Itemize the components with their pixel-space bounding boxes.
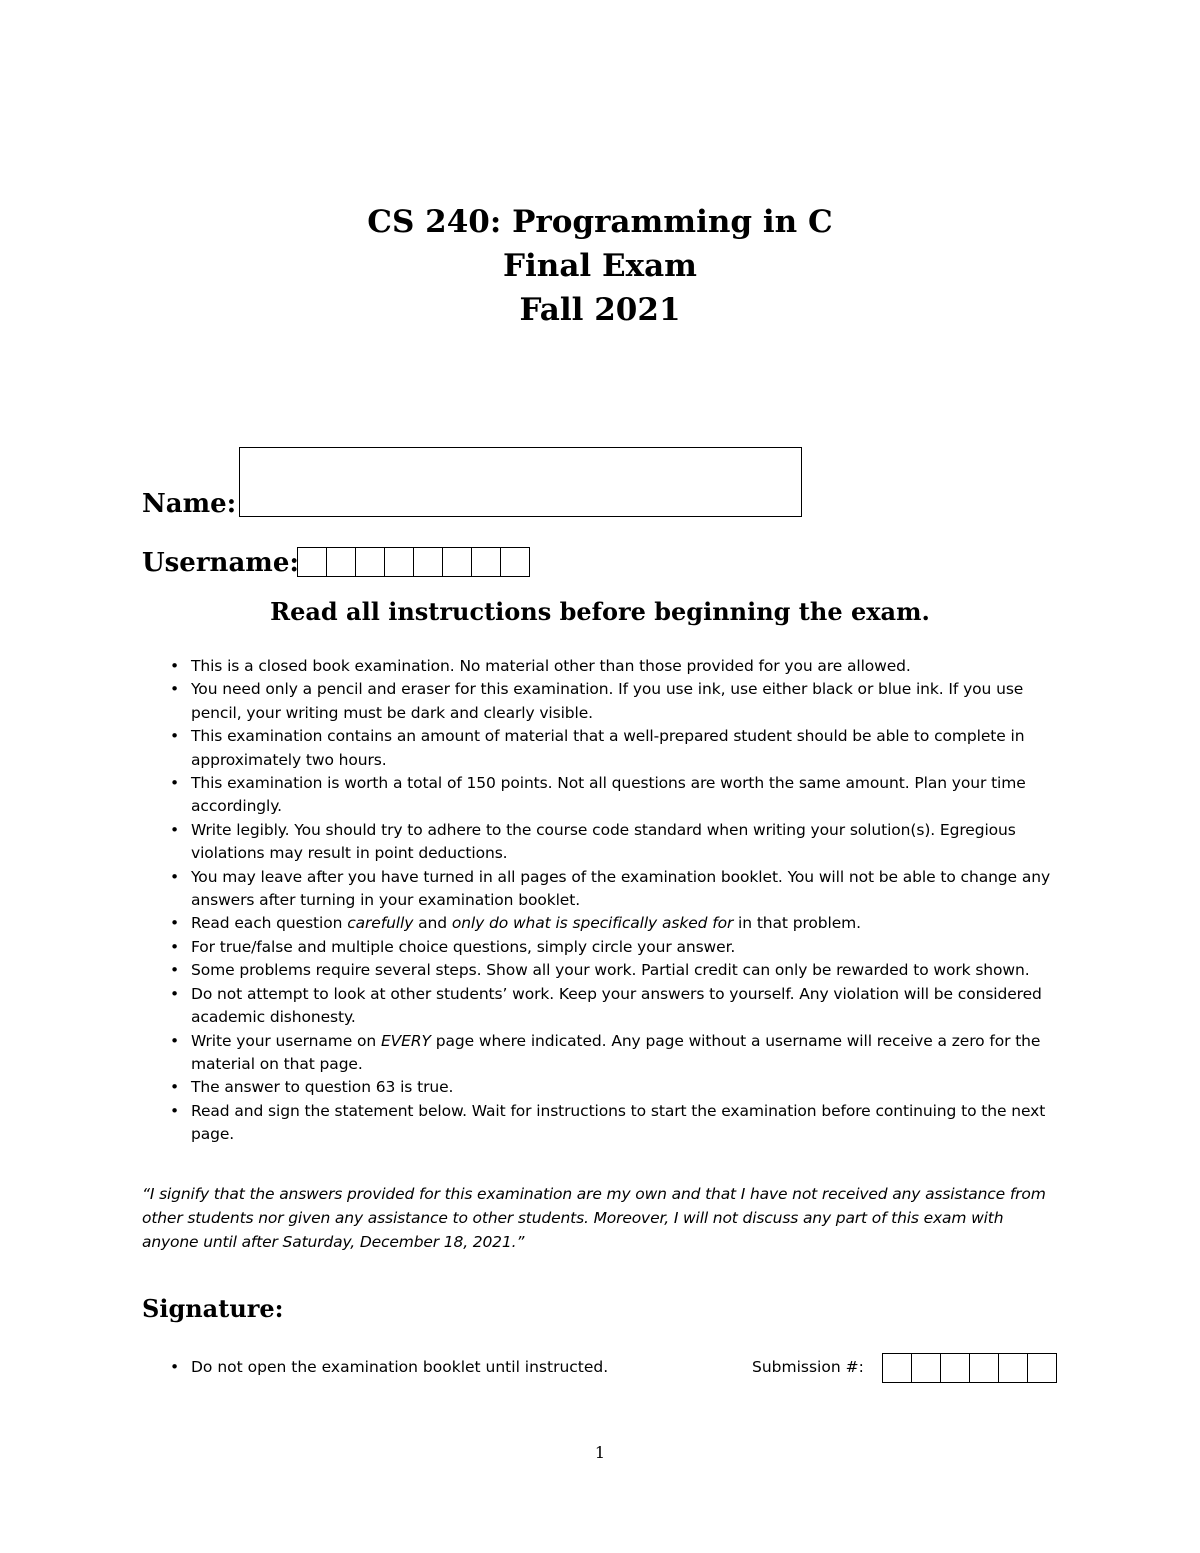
bottom-note-text: Do not open the examination booklet until instructed. — [191, 1358, 609, 1376]
bullet-icon: • — [170, 961, 180, 980]
submission-char-box[interactable] — [912, 1354, 941, 1382]
bullet-icon: • — [170, 1078, 180, 1097]
username-char-box[interactable] — [298, 548, 327, 576]
username-char-box[interactable] — [327, 548, 356, 576]
bullet-icon: • — [170, 867, 180, 886]
instruction-emphasis: EVERY — [380, 1031, 431, 1050]
submission-char-box[interactable] — [883, 1354, 912, 1382]
instruction-text: You need only a pencil and eraser for this examination. If you use ink, use either black or blue ink. If you use pencil, your writing must be dark and clearly visible. — [191, 680, 1024, 722]
instructions-list — [166, 655, 1062, 1147]
instruction-text: Do not attempt to look at other students’ work. Keep your answers to yourself. Any violation will be considered academic dishonesty. — [191, 984, 1042, 1027]
exam-title: Final Exam — [503, 248, 697, 284]
bullet-icon: • — [170, 984, 180, 1003]
instruction-text: This is a closed book examination. No material other than those provided for you are allowed. — [191, 657, 911, 675]
instruction-item — [166, 772, 1062, 819]
bullet-icon: • — [170, 727, 180, 746]
instruction-item — [166, 678, 1062, 725]
username-char-box[interactable] — [385, 548, 414, 576]
instruction-text: Read and sign the statement below. Wait for instructions to start the examination before continuing to the next page. — [191, 1101, 1046, 1144]
exam-title-block — [0, 200, 1200, 332]
instruction-emphasis: carefully — [347, 914, 414, 933]
instruction-item — [166, 1076, 1062, 1099]
bullet-icon: • — [170, 1031, 180, 1050]
submission-char-box[interactable] — [941, 1354, 970, 1382]
submission-char-box[interactable] — [1028, 1354, 1056, 1382]
instruction-item — [166, 983, 1062, 1030]
submission-char-box[interactable] — [999, 1354, 1028, 1382]
instruction-emphasis: only do what is specifically asked for — [451, 914, 734, 933]
instruction-text: Write your username on — [191, 1031, 381, 1050]
submission-char-box[interactable] — [970, 1354, 999, 1382]
username-char-box[interactable] — [356, 548, 385, 576]
submission-field[interactable] — [882, 1353, 1057, 1383]
page-number: 1 — [594, 1443, 606, 1462]
instruction-item — [166, 655, 1062, 678]
submission-label: Submission #: — [752, 1358, 864, 1376]
exam-term: Fall 2021 — [519, 292, 681, 328]
bullet-icon: • — [170, 937, 180, 956]
bullet-icon: • — [170, 657, 180, 675]
instruction-text: Some problems require several steps. Show all your work. Partial credit can only be rewarded to work shown. — [191, 961, 1030, 980]
instruction-item — [166, 912, 1062, 935]
username-char-box[interactable] — [443, 548, 472, 576]
instruction-text: and — [413, 914, 452, 933]
instruction-item — [166, 725, 1062, 772]
bottom-note — [166, 1358, 608, 1376]
instruction-text: in that problem. — [733, 914, 861, 933]
name-label: Name: — [142, 489, 237, 519]
instruction-text: This examination contains an amount of material that a well-prepared student should be able to complete in approximately two hours. — [191, 727, 1025, 769]
bullet-icon: • — [170, 914, 180, 933]
bullet-icon: • — [170, 820, 180, 839]
bullet-icon: • — [170, 1101, 180, 1120]
instruction-item — [166, 1100, 1062, 1147]
instruction-text: Read each question — [191, 914, 348, 933]
bullet-icon: • — [170, 774, 180, 793]
name-field[interactable] — [239, 447, 802, 517]
instruction-item — [166, 866, 1062, 913]
username-field[interactable] — [297, 547, 530, 577]
instruction-item — [166, 1030, 1062, 1077]
username-char-box[interactable] — [414, 548, 443, 576]
course-title: CS 240: Programming in C — [367, 204, 833, 240]
instructions-heading: Read all instructions before beginning the exam. — [270, 597, 930, 626]
instruction-text: You may leave after you have turned in all pages of the examination booklet. You will not be able to change any answers after turning in your examination booklet. — [191, 867, 1051, 910]
instruction-item — [166, 819, 1062, 866]
instruction-text: This examination is worth a total of 150 points. Not all questions are worth the same amount. Plan your time accordingly. — [191, 774, 1026, 816]
username-char-box[interactable] — [472, 548, 501, 576]
instruction-text: Write legibly. You should try to adhere to the course code standard when writing your solution(s). Egregious violations may result in point deductions. — [191, 820, 1016, 863]
username-label: Username: — [142, 548, 299, 578]
honor-statement: “I signify that the answers provided for this examination are my own and that I have not received any assistance from other students nor given any assistance to other students. Moreover, I will not discuss any part of this exam with anyone until after Saturday, December 18, 2021.” — [142, 1185, 1046, 1251]
instruction-text: The answer to question 63 is true. — [191, 1078, 454, 1097]
bullet-icon: • — [170, 680, 180, 699]
instruction-text: For true/false and multiple choice questions, simply circle your answer. — [191, 937, 736, 956]
instruction-item — [166, 936, 1062, 959]
instruction-text: page where indicated. Any page without a username will receive a zero for the material on that page. — [191, 1031, 1041, 1073]
signature-label: Signature: — [142, 1294, 284, 1323]
bullet-icon: • — [170, 1358, 180, 1376]
instruction-item — [166, 959, 1062, 982]
username-char-box[interactable] — [501, 548, 529, 576]
